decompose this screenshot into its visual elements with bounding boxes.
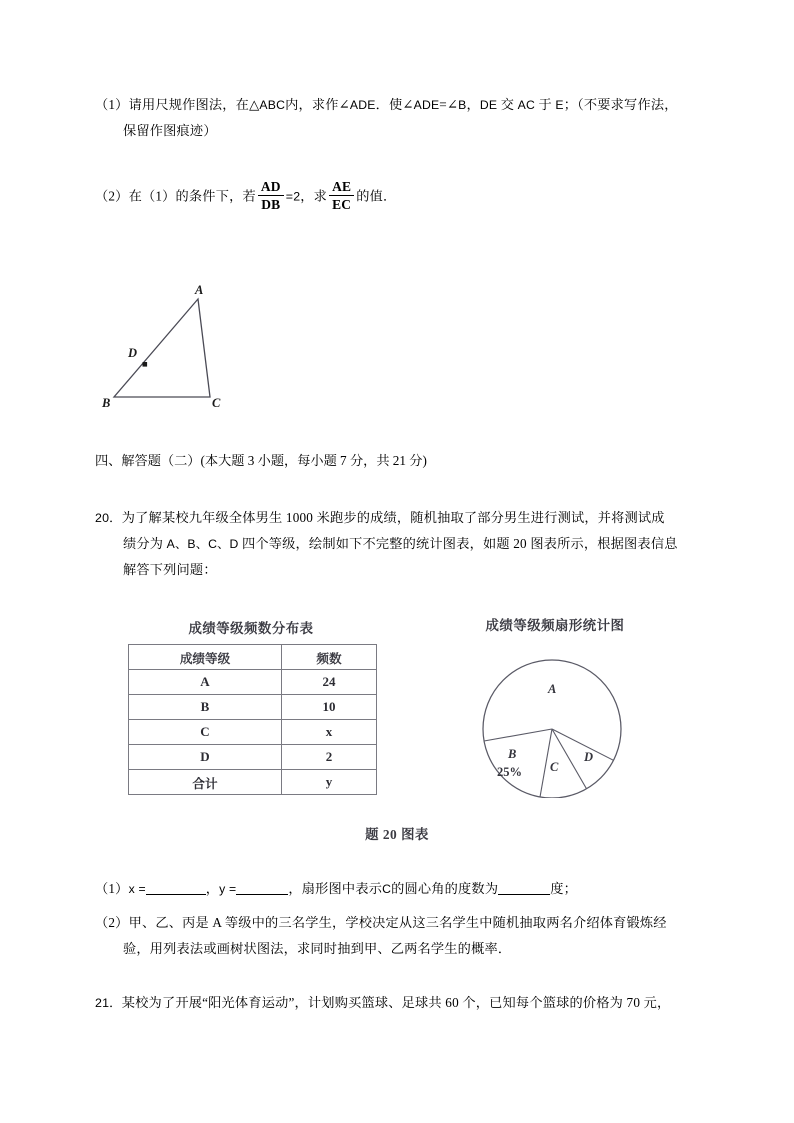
- triangle-figure: [88, 272, 258, 422]
- triangle-svg: [88, 272, 258, 422]
- question20-stem: [95, 505, 678, 583]
- fraction-bar: [329, 195, 354, 196]
- part1-text-g: 于: [534, 97, 556, 112]
- question21-line1-text: 某校为了开展“阳光体育运动”，计划购买篮球、足球共 60 个，已知每个篮球的价格为 70 元，: [121, 995, 671, 1010]
- answer-blank-angle[interactable]: [498, 881, 550, 895]
- figure-caption: 题 20 图表: [365, 827, 429, 842]
- question20-line2: [95, 531, 678, 557]
- frequency-table-title: 成绩等级频数分布表: [188, 621, 314, 636]
- q20-part2-line1-text: 甲、乙、丙是 A 等级中的三名学生，学校决定从这三名学生中随机抽取两名介绍体育锻炼经: [128, 915, 667, 930]
- part2-marker: （2）: [95, 188, 129, 204]
- table-cell-total-value: y: [282, 770, 377, 795]
- table-row-total: [129, 770, 377, 795]
- q20-part1-text-b: 的圆心角的度数为: [391, 881, 499, 896]
- part1-text-h: ；（不要求写作法，: [563, 97, 678, 112]
- fraction-ae-ec-denominator: EC: [332, 197, 352, 213]
- question19-part1-line1: [95, 92, 678, 118]
- part1-text-d: =∠: [439, 97, 459, 112]
- question20-part1-line: [95, 876, 577, 902]
- table-cell-frequency: 24: [282, 670, 377, 695]
- part1-e-vertex: E: [555, 98, 564, 112]
- table-cell-grade: B: [129, 695, 282, 720]
- pie-percent-b: 25%: [497, 765, 522, 779]
- answer-blank-x[interactable]: [146, 881, 206, 895]
- part2-text-b: ，求: [300, 188, 328, 204]
- q20-part1-marker: （1）: [95, 881, 129, 896]
- question20-line3: 解答下列问题：: [123, 562, 217, 577]
- question20-grade-list: A、B、C、D: [166, 537, 239, 551]
- q20-part2-marker: （2）: [95, 915, 129, 930]
- fraction-bar: [258, 195, 284, 196]
- part1-b-vertex: B: [458, 98, 467, 112]
- table-header-frequency: 频数: [282, 645, 377, 670]
- part1-text-c: ．使∠: [375, 97, 414, 112]
- question19-part2: [95, 178, 396, 211]
- triangle-vertex-label-c: C: [212, 396, 221, 410]
- table-cell-frequency: x: [282, 720, 377, 745]
- frequency-table-block: [128, 618, 374, 795]
- table-row: [129, 745, 377, 770]
- question20-line2-a: 绩分为: [123, 536, 167, 551]
- answer-blank-y[interactable]: [236, 881, 288, 895]
- q20-grade-c: C: [382, 882, 392, 896]
- fraction-ad-db-numerator: AD: [260, 179, 281, 194]
- table-cell-frequency: 2: [282, 745, 377, 770]
- table-cell-grade: D: [129, 745, 282, 770]
- part1-text-a: 请用尺规作图法，在△: [128, 97, 260, 112]
- part1-ade2: ADE: [413, 98, 440, 112]
- part1-marker: （1）: [95, 97, 129, 112]
- q20-sep1: ，: [205, 881, 220, 896]
- table-cell-frequency: 10: [282, 695, 377, 720]
- fraction-ae-ec-numerator: AE: [332, 179, 352, 194]
- pie-label-a: A: [548, 682, 557, 696]
- question19-part1: [95, 92, 678, 144]
- pie-chart-block: [455, 615, 655, 798]
- question21: [95, 990, 670, 1016]
- part1-text-e: ，: [466, 97, 480, 112]
- question19-part2-line1: [95, 178, 396, 211]
- table-cell-grade: A: [129, 670, 282, 695]
- q20-sep2: ，: [288, 881, 302, 896]
- pie-chart-title: 成绩等级频扇形统计图: [485, 618, 625, 633]
- question20-part2: [95, 910, 667, 962]
- part2-equals-2: =2: [285, 189, 301, 204]
- triangle-point-label-d: D: [128, 346, 138, 360]
- table-cell-grade: C: [129, 720, 282, 745]
- point-d-marker: [143, 362, 148, 367]
- pie-label-b: B: [508, 747, 517, 761]
- question20-number: 20．: [95, 511, 122, 525]
- triangle-vertex-label-b: B: [102, 396, 111, 410]
- part1-abc: ABC: [259, 98, 286, 112]
- q20-part1-text-a: 扇形图中表示: [301, 881, 383, 896]
- triangle-vertex-label-a: A: [195, 283, 204, 297]
- pie-label-d: D: [584, 750, 594, 764]
- table-header-row: [129, 645, 377, 670]
- table-row: [129, 720, 377, 745]
- question20-line2-b: 四个等级，绘制如下不完整的统计图表，如题 20 图表所示，根据图表信息: [238, 536, 678, 551]
- section-heading: 四、解答题（二）(本大题 3 小题，每小题 7 分，共 21 分): [95, 453, 427, 468]
- table-header-grade: 成绩等级: [129, 645, 282, 670]
- fraction-ad-db: [258, 179, 284, 212]
- table-row: [129, 670, 377, 695]
- q20-y-label: y =: [219, 882, 237, 896]
- part1-de: DE: [479, 98, 498, 112]
- frequency-table: [128, 644, 377, 795]
- question20-line1-text: 为了解某校九年级全体男生 1000 米跑步的成绩，随机抽取了部分男生进行测试，并将测试成: [121, 510, 665, 525]
- fraction-ad-db-denominator: DB: [261, 197, 281, 213]
- question20-part1: [95, 876, 577, 902]
- question21-number: 21．: [95, 996, 122, 1010]
- question20-part2-line2: 验，用列表法或画树状图法，求同时抽到甲、乙两名学生的概率．: [123, 941, 512, 956]
- part2-text-a: 在（1）的条件下，若: [128, 188, 256, 204]
- question20-line1: [95, 505, 678, 531]
- part1-ac: AC: [517, 98, 535, 112]
- table-cell-total-label: 合计: [129, 770, 282, 795]
- part1-text-b: 内，求作∠: [285, 97, 350, 112]
- pie-label-c: C: [550, 760, 559, 774]
- pie-chart-holder: [455, 643, 655, 798]
- question21-line1: [95, 990, 670, 1016]
- table-row: [129, 695, 377, 720]
- q20-x-label: x =: [128, 882, 146, 896]
- question20-part2-line1: [95, 910, 667, 936]
- part2-text-c: 的值．: [356, 188, 397, 204]
- part1-ade: ADE: [349, 98, 376, 112]
- part1-text-f: 交: [497, 97, 518, 112]
- q20-part1-text-d: 度；: [550, 881, 577, 896]
- fraction-ae-ec: [329, 179, 354, 212]
- question19-part1-line2: 保留作图痕迹）: [123, 123, 217, 138]
